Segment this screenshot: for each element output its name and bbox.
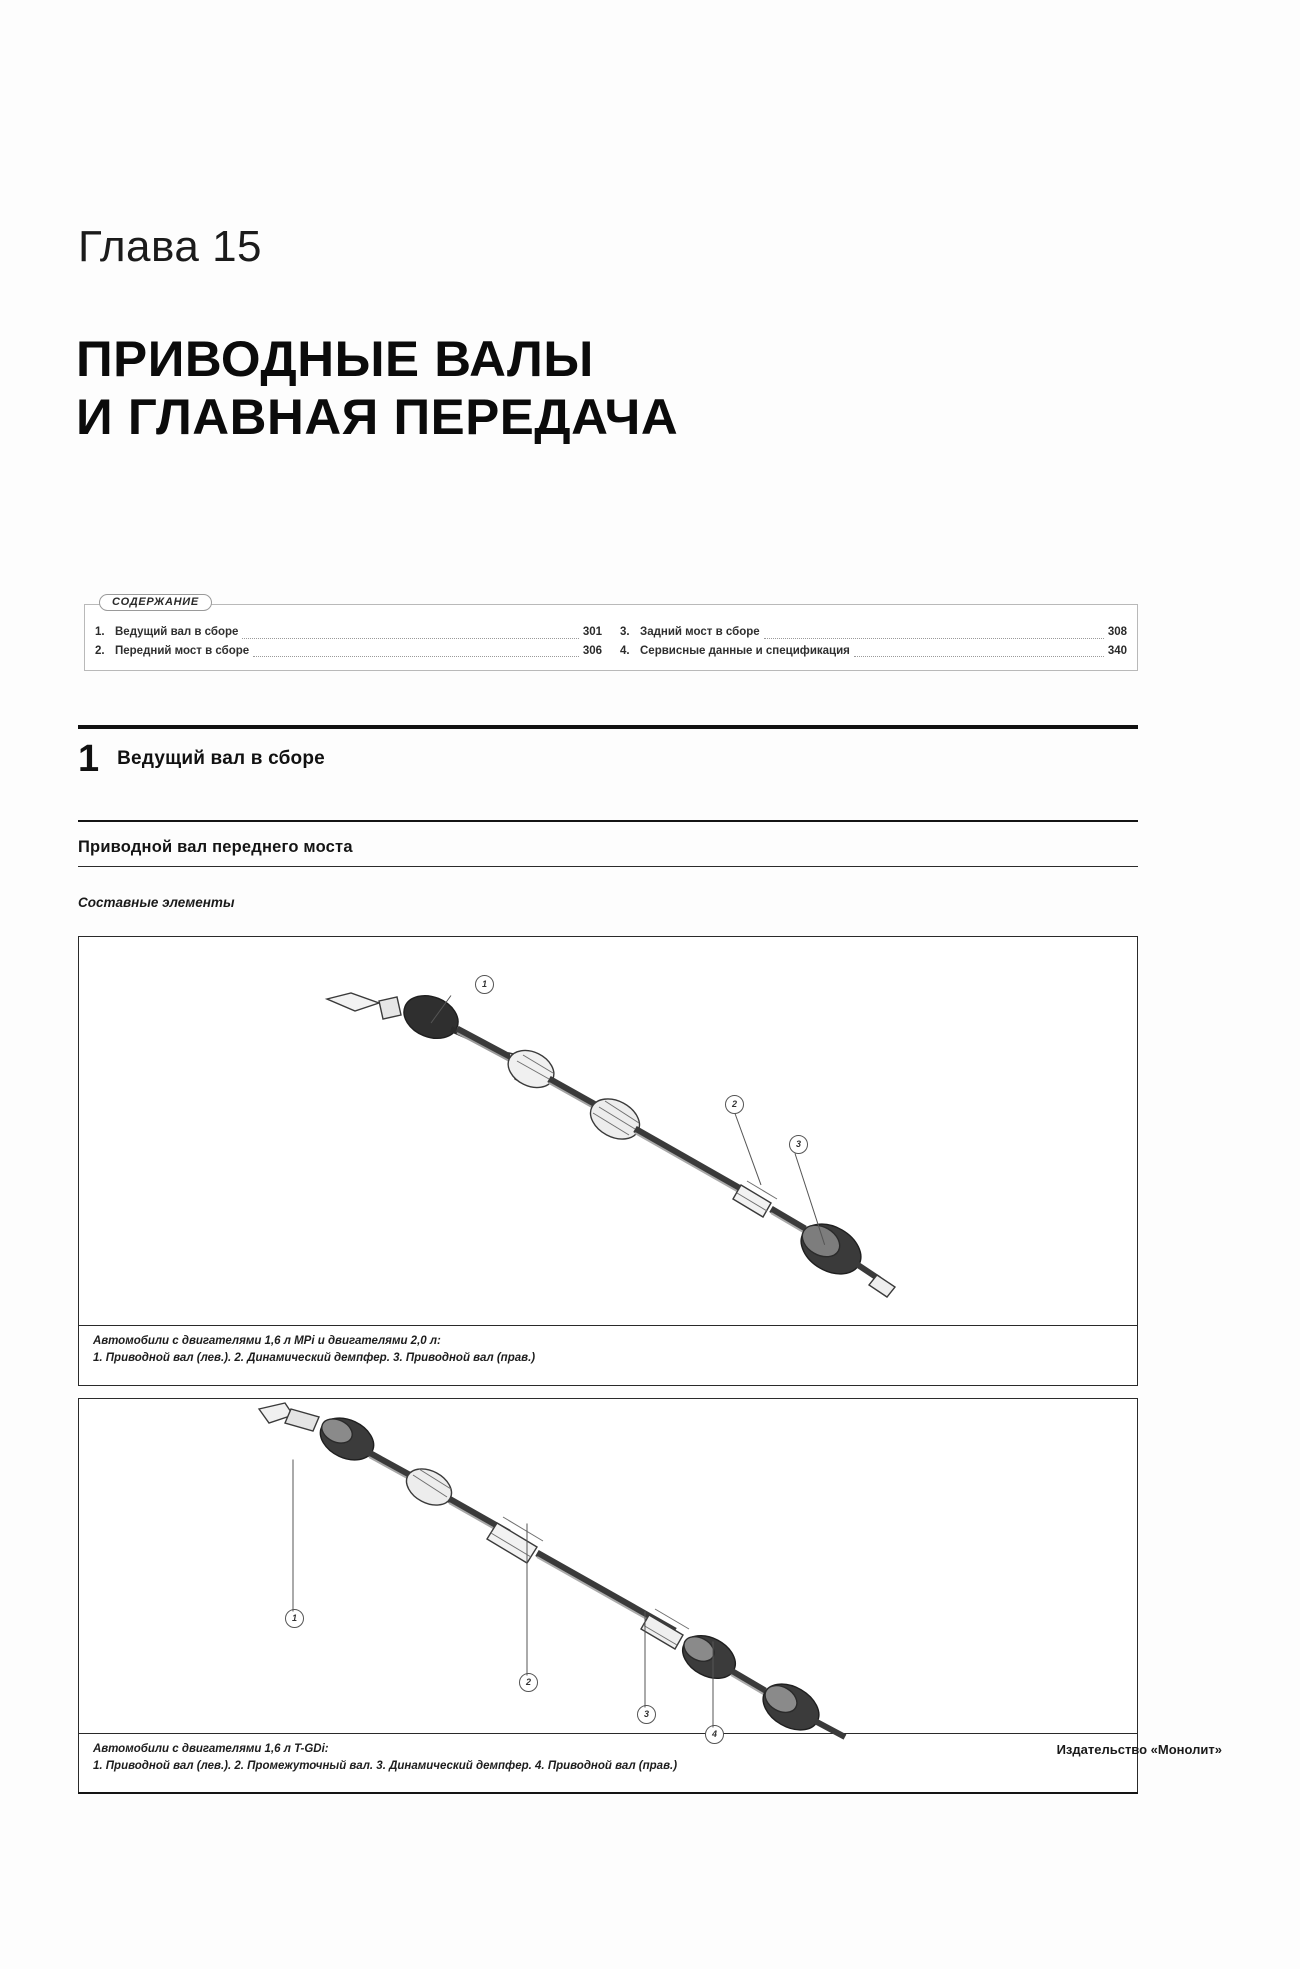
figure1-caption-items: 1. Приводной вал (лев.). 2. Динамический демпфер. 3. Приводной вал (прав.) (93, 1352, 536, 1365)
toc-entry-label: Ведущий вал в сборе (115, 626, 239, 638)
toc-entry-number: 1. (95, 626, 105, 638)
figure1-caption-title: Автомобили с двигателями 1,6 л MPi и двигателями 2,0 л: (93, 1335, 441, 1347)
toc-leader-dots (764, 629, 1104, 639)
toc-entry-number: 2. (95, 644, 105, 657)
toc-box (84, 596, 1138, 671)
toc-leader-dots (242, 629, 578, 639)
toc-badge: СОДЕРЖАНИЕ (99, 594, 212, 611)
figure2-callout-1: 1 (285, 1609, 304, 1628)
toc-entry-page: 306 (582, 644, 602, 657)
page-title (76, 330, 976, 446)
drive-shaft-diagram-2 (79, 1399, 1137, 1733)
figure1-caption (79, 1326, 1137, 1377)
figure2-callout-2: 2 (519, 1673, 538, 1692)
figure1-callout-2: 2 (725, 1095, 744, 1114)
section-rule-top (78, 725, 1138, 729)
section-header (78, 740, 325, 778)
toc-entry-page: 308 (1107, 626, 1127, 638)
figure2-caption (79, 1734, 1137, 1785)
toc-entry-page: 301 (582, 626, 602, 638)
figure2-leader-4 (713, 1642, 714, 1728)
subheading-rule-top (78, 820, 1138, 822)
subheading: Приводной вал переднего моста (78, 838, 353, 856)
chapter-label: Глава 15 (78, 222, 263, 271)
page-title-line-1: ПРИВОДНЫЕ ВАЛЫ (76, 331, 594, 387)
subheading-rule-bottom (78, 866, 1138, 867)
figure-panel-1 (78, 936, 1138, 1386)
toc-leader-dots (253, 647, 579, 657)
toc-columns (95, 619, 1127, 660)
publisher-imprint: Издательство «Монолит» (1056, 1742, 1222, 1757)
toc-column-left (95, 623, 602, 660)
sub-subheading: Составные элементы (78, 895, 235, 910)
toc-entry-label: Сервисные данные и спецификация (640, 644, 850, 657)
toc-entry[interactable] (95, 623, 602, 642)
figure-illustration-2 (79, 1399, 1137, 1739)
figure2-callout-4: 4 (705, 1725, 724, 1744)
toc-leader-dots (854, 647, 1104, 657)
toc-column-right (620, 623, 1127, 660)
figure2-callout-3: 3 (637, 1705, 656, 1724)
toc-entry[interactable] (95, 642, 602, 661)
toc-entry-number: 3. (620, 626, 630, 638)
figure2-leader-2 (527, 1524, 528, 1676)
toc-entry-number: 4. (620, 644, 630, 657)
page-title-line-2: И ГЛАВНАЯ ПЕРЕДАЧА (76, 389, 679, 445)
toc-entry[interactable] (620, 642, 1127, 661)
section-number: 1 (78, 738, 100, 780)
figure1-callout-3: 3 (789, 1135, 808, 1154)
section-title: Ведущий вал в сборе (117, 748, 325, 769)
figure-illustration-1 (79, 937, 1137, 1325)
table-of-contents (84, 596, 1138, 671)
toc-entry[interactable] (620, 623, 1127, 642)
toc-entry-page: 340 (1107, 644, 1127, 657)
figure2-leader-3 (645, 1612, 646, 1708)
figure2-caption-title: Автомобили с двигателями 1,6 л T-GDi: (93, 1743, 329, 1755)
drive-shaft-diagram-1 (79, 937, 1137, 1325)
footer-rule (78, 1792, 1138, 1794)
figure2-leader-1 (293, 1460, 294, 1612)
figure-panel-2 (78, 1398, 1138, 1794)
toc-entry-label: Передний мост в сборе (115, 644, 250, 657)
toc-entry-label: Задний мост в сборе (640, 626, 760, 638)
figure1-callout-1: 1 (475, 975, 494, 994)
figure2-caption-items: 1. Приводной вал (лев.). 2. Промежуточный вал. 3. Динамический демпфер. 4. Приводной вал (прав.) (93, 1760, 678, 1773)
